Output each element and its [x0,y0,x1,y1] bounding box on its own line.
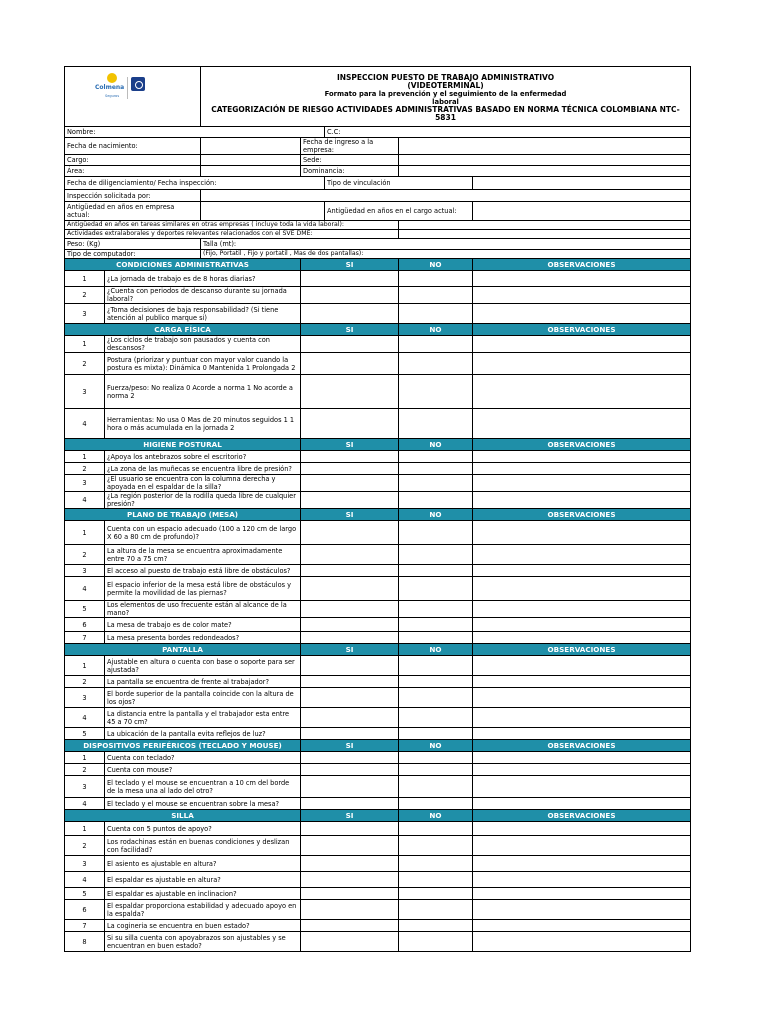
item-question: La ubicación de la pantalla evita reflejos de luz? [105,728,301,740]
answer-si-cell[interactable] [301,872,399,888]
answer-no-cell[interactable] [399,601,473,618]
item-question: La mesa de trabajo es de color mate? [105,618,301,632]
answer-no-cell[interactable] [399,656,473,676]
checklist-row [65,728,691,740]
area-label: Área: [65,166,201,177]
item-question: Los elementos de uso frecuente están al alcance de la mano? [105,601,301,618]
column-si: SI [301,259,399,271]
observaciones-cell[interactable] [473,463,691,475]
answer-no-cell[interactable] [399,545,473,565]
answer-no-cell[interactable] [399,836,473,856]
answer-no-cell[interactable] [399,492,473,509]
observaciones-cell[interactable] [473,708,691,728]
observaciones-cell[interactable] [473,872,691,888]
section-title: DISPOSITIVOS PERIFÉRICOS (TECLADO Y MOUSE) [65,740,301,752]
item-number: 8 [65,932,105,952]
item-number: 3 [65,776,105,798]
observaciones-cell[interactable] [473,475,691,492]
answer-si-cell[interactable] [301,888,399,900]
answer-si-cell[interactable] [301,776,399,798]
observaciones-cell[interactable] [473,822,691,836]
answer-no-cell[interactable] [399,336,473,353]
answer-no-cell[interactable] [399,353,473,375]
answer-no-cell[interactable] [399,676,473,688]
checklist-row [65,353,691,375]
answer-no-cell[interactable] [399,932,473,952]
answer-no-cell[interactable] [399,856,473,872]
nombre-label: Nombre: [67,128,96,136]
answer-si-cell[interactable] [301,353,399,375]
answer-si-cell[interactable] [301,304,399,324]
column-observaciones: OBSERVACIONES [473,509,691,521]
item-question: El espaldar es ajustable en altura? [105,872,301,888]
logo-divider [127,77,128,99]
item-number: 1 [65,752,105,764]
item-number: 6 [65,618,105,632]
answer-no-cell[interactable] [399,752,473,764]
observaciones-cell[interactable] [473,856,691,872]
item-question: ¿El usuario se encuentra con la columna derecha y apoyada en el espaldar de la silla? [105,475,301,492]
answer-si-cell[interactable] [301,463,399,475]
answer-si-cell[interactable] [301,822,399,836]
observaciones-cell[interactable] [473,632,691,644]
checklist-row [65,336,691,353]
item-number: 4 [65,492,105,509]
answer-si-cell[interactable] [301,708,399,728]
item-number: 2 [65,836,105,856]
answer-no-cell[interactable] [399,900,473,920]
cc-field[interactable] [325,127,691,138]
answer-no-cell[interactable] [399,872,473,888]
form-title: INSPECCION PUESTO DE TRABAJO ADMINISTRATIVO [336,72,555,82]
section-title: PANTALLA [65,644,301,656]
section-header-carga [65,324,691,336]
answer-si-cell[interactable] [301,632,399,644]
item-question: ¿Los ciclos de trabajo son pausados y cuenta con descansos? [105,336,301,353]
checklist-row [65,601,691,618]
antiguedad-cargo-label: Antigüedad en años en el cargo actual: [325,202,473,221]
item-question: El espaldar es ajustable en inclinacion? [105,888,301,900]
checklist-row [65,932,691,952]
column-si: SI [301,810,399,822]
item-number: 2 [65,287,105,304]
answer-si-cell[interactable] [301,521,399,545]
answer-no-cell[interactable] [399,688,473,708]
fecha-nacimiento-label: Fecha de nacimiento: [65,138,201,155]
section-title: CONDICIONES ADMINISTRATIVAS [65,259,301,271]
answer-si-cell[interactable] [301,336,399,353]
observaciones-cell[interactable] [473,798,691,810]
section-header-silla [65,810,691,822]
form-title-block [201,67,691,127]
answer-no-cell[interactable] [399,463,473,475]
item-number: 3 [65,304,105,324]
column-observaciones: OBSERVACIONES [473,740,691,752]
column-observaciones: OBSERVACIONES [473,324,691,336]
item-question: Los rodachinas están en buenas condiciones y deslizan con facilidad? [105,836,301,856]
observaciones-cell[interactable] [473,728,691,740]
form-subtitle: (VIDEOTERMINAL) [407,80,484,90]
observaciones-cell[interactable] [473,656,691,676]
observaciones-cell[interactable] [473,451,691,463]
answer-si-cell[interactable] [301,920,399,932]
sun-icon [107,73,117,83]
dominancia-label: Dominancia: [301,166,399,177]
observaciones-cell[interactable] [473,618,691,632]
answer-no-cell[interactable] [399,776,473,798]
form-purpose-cont: laboral [432,97,459,106]
fecha-ingreso-label: Fecha de ingreso a la empresa: [301,138,399,155]
observaciones-cell[interactable] [473,920,691,932]
nombre-field[interactable] [65,127,325,138]
item-question: Si su silla cuenta con apoyabrazos son ajustables y se encuentran en buen estado? [105,932,301,952]
item-number: 1 [65,451,105,463]
observaciones-cell[interactable] [473,764,691,776]
column-no: NO [399,509,473,521]
item-number: 1 [65,521,105,545]
answer-si-cell[interactable] [301,545,399,565]
column-no: NO [399,324,473,336]
observaciones-cell[interactable] [473,492,691,509]
item-number: 4 [65,872,105,888]
answer-no-cell[interactable] [399,565,473,577]
item-number: 7 [65,632,105,644]
cc-label: C.C: [327,128,341,136]
answer-no-cell[interactable] [399,728,473,740]
checklist-row [65,577,691,601]
checklist-row [65,475,691,492]
item-question: Herramientas: No usa 0 Mas de 20 minutos seguidos 1 1 hora o más acumulada en la jornada 2 [105,409,301,439]
column-si: SI [301,439,399,451]
checklist [65,259,691,952]
item-number: 2 [65,676,105,688]
answer-si-cell[interactable] [301,764,399,776]
answer-no-cell[interactable] [399,475,473,492]
item-question: ¿La región posterior de la rodilla queda libre de cualquier presión? [105,492,301,509]
checklist-row [65,451,691,463]
column-observaciones: OBSERVACIONES [473,439,691,451]
item-number: 2 [65,353,105,375]
answer-si-cell[interactable] [301,375,399,409]
logo-text: Colmena [95,84,125,91]
observaciones-cell[interactable] [473,900,691,920]
observaciones-cell[interactable] [473,375,691,409]
observaciones-cell[interactable] [473,545,691,565]
section-title: CARGA FÍSICA [65,324,301,336]
item-question: ¿Cuenta con periodos de descanso durante su jornada laboral? [105,287,301,304]
answer-si-cell[interactable] [301,856,399,872]
form-purpose: Formato para la prevención y el seguimiento de la enfermedad [324,89,567,98]
checklist-row [65,271,691,287]
answer-no-cell[interactable] [399,287,473,304]
answer-no-cell[interactable] [399,577,473,601]
section-header-higiene [65,439,691,451]
antiguedad-cargo-value[interactable] [473,202,691,221]
section-header-dispositivos [65,740,691,752]
item-number: 5 [65,601,105,618]
checklist-row [65,632,691,644]
actividades-extralaborales-label: Actividades extralaborales y deportes relevantes relacionados con el SVE DME: [65,230,399,239]
colmena-logo [93,73,153,103]
item-number: 4 [65,798,105,810]
checklist-row [65,463,691,475]
answer-si-cell[interactable] [301,271,399,287]
fecha-diligenciamiento-label: Fecha de diligenciamiento/ Fecha inspección: [65,177,325,190]
actividades-extralaborales-value[interactable] [399,230,691,239]
item-number: 7 [65,920,105,932]
item-number: 2 [65,764,105,776]
item-number: 2 [65,463,105,475]
answer-no-cell[interactable] [399,451,473,463]
cargo-label: Cargo: [65,155,201,166]
answer-si-cell[interactable] [301,836,399,856]
item-question: La mesa presenta bordes redondeados? [105,632,301,644]
item-question: Ajustable en altura o cuenta con base o soporte para ser ajustada? [105,656,301,676]
column-si: SI [301,644,399,656]
checklist-row [65,287,691,304]
checklist-row [65,521,691,545]
observaciones-cell[interactable] [473,577,691,601]
item-number: 6 [65,900,105,920]
item-question: Cuenta con teclado? [105,752,301,764]
column-no: NO [399,439,473,451]
column-si: SI [301,324,399,336]
answer-si-cell[interactable] [301,728,399,740]
inspeccion-solicitada-label: Inspección solicitada por: [65,190,201,202]
answer-si-cell[interactable] [301,688,399,708]
logo-subtext: Seguros [105,94,120,98]
item-number: 4 [65,577,105,601]
peso-label: Peso: (Kg) [65,239,201,250]
answer-no-cell[interactable] [399,618,473,632]
observaciones-cell[interactable] [473,888,691,900]
column-si: SI [301,509,399,521]
section-title: HIGIENE POSTURAL [65,439,301,451]
answer-no-cell[interactable] [399,822,473,836]
section-header-pantalla [65,644,691,656]
form-category: CATEGORIZACIÓN DE RIESGO ACTIVIDADES ADMINISTRATIVAS BASADO EN NORMA TÉCNICA COLOMBIANA NTC-5831 [211,104,680,122]
observaciones-cell[interactable] [473,353,691,375]
form-table [64,66,691,952]
answer-si-cell[interactable] [301,656,399,676]
antiguedad-empresa-label: Antigüedad en años en empresa actual: [65,202,201,221]
column-no: NO [399,644,473,656]
answer-si-cell[interactable] [301,565,399,577]
answer-si-cell[interactable] [301,492,399,509]
column-observaciones: OBSERVACIONES [473,810,691,822]
item-question: El teclado y el mouse se encuentran sobre la mesa? [105,798,301,810]
item-question: Cuenta con un espacio adecuado (100 a 120 cm de largo X 60 a 80 cm de profundo)? [105,521,301,545]
item-number: 5 [65,728,105,740]
item-question: El asiento es ajustable en altura? [105,856,301,872]
column-si: SI [301,740,399,752]
checklist-row [65,836,691,856]
item-question: La altura de la mesa se encuentra aproximadamente entre 70 a 75 cm? [105,545,301,565]
answer-si-cell[interactable] [301,798,399,810]
observaciones-cell[interactable] [473,752,691,764]
column-observaciones: OBSERVACIONES [473,259,691,271]
answer-no-cell[interactable] [399,271,473,287]
checklist-row [65,676,691,688]
checklist-row [65,900,691,920]
answer-no-cell[interactable] [399,920,473,932]
answer-no-cell[interactable] [399,708,473,728]
answer-no-cell[interactable] [399,888,473,900]
answer-no-cell[interactable] [399,521,473,545]
item-number: 3 [65,565,105,577]
answer-no-cell[interactable] [399,632,473,644]
observaciones-cell[interactable] [473,776,691,798]
area-value[interactable] [201,166,301,177]
checklist-row [65,872,691,888]
item-number: 4 [65,409,105,439]
cargo-value[interactable] [201,155,301,166]
checklist-row [65,304,691,324]
answer-no-cell[interactable] [399,375,473,409]
item-number: 5 [65,888,105,900]
antiguedad-similares-label: Antigüedad en años en tareas similares en otras empresas ( incluye toda la vida laboral): [65,221,399,230]
answer-si-cell[interactable] [301,752,399,764]
item-number: 3 [65,856,105,872]
item-question: Cuenta con 5 puntos de apoyo? [105,822,301,836]
column-no: NO [399,259,473,271]
observaciones-cell[interactable] [473,287,691,304]
item-question: El espacio inferior de la mesa está libre de obstáculos y permite la movilidad de las piernas? [105,577,301,601]
item-question: ¿Apoya los antebrazos sobre el escritorio? [105,451,301,463]
answer-si-cell[interactable] [301,618,399,632]
dominancia-value[interactable] [399,166,691,177]
inspeccion-solicitada-value[interactable] [201,190,691,202]
answer-no-cell[interactable] [399,409,473,439]
item-question: El borde superior de la pantalla coincide con la altura de los ojos? [105,688,301,708]
answer-si-cell[interactable] [301,409,399,439]
checklist-row [65,688,691,708]
observaciones-cell[interactable] [473,688,691,708]
item-number: 3 [65,688,105,708]
answer-si-cell[interactable] [301,287,399,304]
checklist-row [65,798,691,810]
item-question: ¿Toma decisiones de baja responsabilidad? (Si tiene atención al publico marque si) [105,304,301,324]
fecha-ingreso-value[interactable] [399,138,691,155]
checklist-row [65,856,691,872]
item-question: Fuerza/peso: No realiza 0 Acorde a norma 1 No acorde a norma 2 [105,375,301,409]
item-number: 3 [65,475,105,492]
section-header-plano [65,509,691,521]
answer-no-cell[interactable] [399,304,473,324]
observaciones-cell[interactable] [473,932,691,952]
observaciones-cell[interactable] [473,836,691,856]
observaciones-cell[interactable] [473,304,691,324]
section-title: SILLA [65,810,301,822]
tipo-vinculacion-label: Tipo de vinculación [325,177,473,190]
item-number: 2 [65,545,105,565]
item-question: ¿La zona de las muñecas se encuentra libre de presión? [105,463,301,475]
brand-badge-icon [131,77,145,91]
item-number: 1 [65,271,105,287]
item-number: 1 [65,336,105,353]
answer-si-cell[interactable] [301,676,399,688]
inspection-form [64,66,690,952]
answer-si-cell[interactable] [301,475,399,492]
sede-label: Sede: [301,155,399,166]
checklist-row [65,545,691,565]
item-question: ¿La jornada de trabajo es de 8 horas diarias? [105,271,301,287]
item-question: El teclado y el mouse se encuentran a 10 cm del borde de la mesa una al lado del otro? [105,776,301,798]
talla-label: Talla (mt): [201,239,691,250]
item-question: Cuenta con mouse? [105,764,301,776]
item-question: El espaldar proporciona estabilidad y adecuado apoyo en la espalda? [105,900,301,920]
observaciones-cell[interactable] [473,521,691,545]
item-number: 4 [65,708,105,728]
answer-si-cell[interactable] [301,451,399,463]
checklist-row [65,764,691,776]
observaciones-cell[interactable] [473,676,691,688]
item-question: Postura (priorizar y puntuar con mayor valor cuando la postura es mixta): Dinámica 0 Mantenida 1 Prolongada 2 [105,353,301,375]
column-observaciones: OBSERVACIONES [473,644,691,656]
checklist-row [65,565,691,577]
antiguedad-empresa-value[interactable] [201,202,325,221]
answer-no-cell[interactable] [399,764,473,776]
answer-si-cell[interactable] [301,900,399,920]
item-question: El acceso al puesto de trabajo está libre de obstáculos? [105,565,301,577]
observaciones-cell[interactable] [473,271,691,287]
answer-no-cell[interactable] [399,798,473,810]
section-title: PLANO DE TRABAJO (MESA) [65,509,301,521]
observaciones-cell[interactable] [473,601,691,618]
answer-si-cell[interactable] [301,601,399,618]
checklist-row [65,752,691,764]
observaciones-cell[interactable] [473,409,691,439]
item-question: La distancia entre la pantalla y el trabajador esta entre 45 a 70 cm? [105,708,301,728]
column-no: NO [399,740,473,752]
checklist-row [65,375,691,409]
logo-cell [65,67,201,127]
tipo-vinculacion-value[interactable] [473,177,691,190]
fecha-nacimiento-value[interactable] [201,138,301,155]
checklist-row [65,708,691,728]
checklist-row [65,409,691,439]
tipo-computador-opciones: (Fijo, Portatil , Fijo y portatil , Mas de dos pantallas): [201,250,691,259]
section-header-condiciones [65,259,691,271]
antiguedad-similares-value[interactable] [399,221,691,230]
tipo-computador-label: Tipo de computador: [65,250,201,259]
checklist-row [65,888,691,900]
item-question: La pantalla se encuentra de frente al trabajador? [105,676,301,688]
answer-si-cell[interactable] [301,932,399,952]
observaciones-cell[interactable] [473,336,691,353]
checklist-row [65,920,691,932]
checklist-row [65,618,691,632]
checklist-row [65,776,691,798]
sede-value[interactable] [399,155,691,166]
column-no: NO [399,810,473,822]
checklist-row [65,492,691,509]
checklist-row [65,822,691,836]
item-question: La cogineria se encuentra en buen estado? [105,920,301,932]
item-number: 3 [65,375,105,409]
observaciones-cell[interactable] [473,565,691,577]
answer-si-cell[interactable] [301,577,399,601]
checklist-row [65,656,691,676]
item-number: 1 [65,822,105,836]
item-number: 1 [65,656,105,676]
